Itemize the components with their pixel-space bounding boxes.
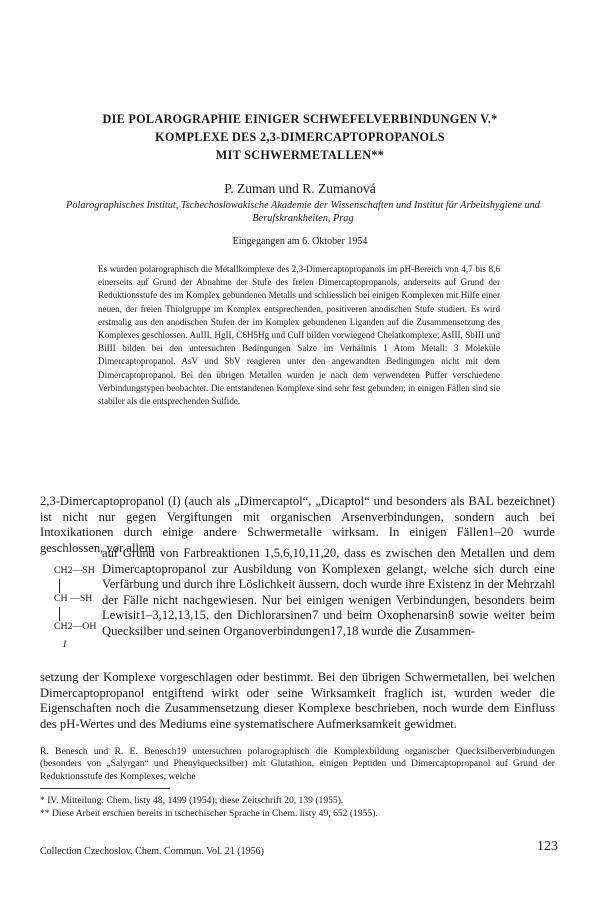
abstract: Es wurden polarographisch die Metallkomplexe des 2,3-Dimercaptopropanols im pH-Bereich von 4,7 bis 8,6 einerseits auf Grund der Abnahme der Stufe des freien Dimercaptopropanols, anderseits auf Grund der Reduktionsstufe des im Komplex gebundenen Metalls und schliesslich bei einigen Komplexen mit Hilfe einer neuen, der freien Thiolgruppe im Komplex entsprechenden, positiveren anodischen Stufe studiert. Es wird erstmalig aus den anodischen Stufen der im Komplex gebundenen Liganden auf die Zusammensetzung des Komplexes geschlossen. AuIII, HgII, C6H5Hg und CuII bilden vorwiegend Chelatkomplexe; AsIII, SbIII und BiIII bilden bei den untersuchten Bedingungen Salze im Verhältnis 1 Atom Metall: 3 Moleküle Dimercaptopropanol. AsV und SbV reagieren unter den angewandten Bedingungen nicht mit dem Dimercaptopropanol. Bei den übrigen Metallen wurden je nach dem verwendeten Puffer verschiedene Verbindungstypen beobachtet. Die entstandenen Komplexe sind sehr fest gebunden; in einigen Fällen sind sie stabiler als die entsprechenden Sulfide.	[98, 264, 500, 407]
received-date: Eingegangen am 6. Oktober 1954	[232, 236, 368, 247]
footnote-2: ** Diese Arbeit erschien bereits in tschechischer Sprache in Chem. listy 49, 652 (1955).	[40, 808, 378, 819]
footnote-rule	[40, 788, 170, 789]
body-paragraph-1: 2,3-Dimercaptopropanol (I) (auch als „Dimercaptol“, „Dicaptol“ und besonders als BAL bezeichnet) ist nicht nur gegen Vergiftungen mit organischen Arsenverbindungen, sondern auch bei Intoxikationen durch einige andere Schwermetalle wirksam. In einigen Fällen1–20 wurde geschlossen, vor allem	[40, 494, 555, 555]
formula-line-1: CH2—SH	[54, 565, 95, 576]
title-line-3: MIT SCHWERMETALLEN**	[215, 148, 385, 162]
body-paragraph-3: setzung der Komplexe vorgeschlagen oder bestimmt. Bei den übrigen Schwermetallen, bei welchen Dimercaptopropanol entgiftend wirkt oder seine Wirksamkeit fraglich ist, wurden weder die Eigenschaften noch die Zusammensetzung dieser Komplexe beschrieben, noch wurde dem Einfluss des pH-Wertes und des Mediums eine systematischere Aufmerksamkeit gewidmet.	[40, 670, 555, 731]
formula-label: I	[63, 639, 67, 650]
formula-line-2: CH —SH	[54, 593, 93, 604]
journal-footer: Collection Czechoslov. Chem. Commun. Vol. 21 (1956)	[40, 846, 264, 857]
page-number: 123	[537, 839, 558, 854]
formula-line-3: CH2—OH	[54, 621, 97, 632]
formula-bond-2	[59, 607, 60, 621]
structural-formula	[50, 565, 96, 655]
formula-bond-1	[59, 579, 60, 593]
title-line-1: DIE POLAROGRAPHIE EINIGER SCHWEFELVERBINDUNGEN V.*	[102, 112, 498, 126]
authors: P. Zuman und R. Zumanová	[224, 181, 376, 196]
affiliation: Polarographisches Institut, Tschechoslowakische Akademie der Wissenschaften und Institut für Arbeitshygiene und Berufskrankheiten, Prag	[66, 200, 540, 224]
title-line-2: KOMPLEXE DES 2,3-DIMERCAPTOPROPANOLS	[155, 130, 445, 144]
small-print-paragraph: R. Benesch und R. E. Benesch19 untersuchten polarographisch die Komplexbildung organischer Quecksilberverbindungen (besonders von „Salyrgan“ und Phenylquecksilber) mit Glutathion, einigen Peptiden und Dimercaptopropanol auf Grund der Reduktionsstufe des Komplexes, welche	[40, 746, 555, 782]
footnote-1: * IV. Mitteilung: Chem. listy 48, 1499 (1954); diese Zeitschrift 20, 139 (1955).	[40, 795, 344, 806]
body-paragraph-2: auf Grund von Farbreaktionen 1,5,6,10,11,20, dass es zwischen den Metallen und dem Dimercaptopropanol zur Ausbildung von Komplexen gelangt, welche sich durch eine Verfärbung und durch ihre Löslichkeit äussern, doch wurde ihre Existenz in der Mehrzahl der Fälle nicht nachgewiesen. Nur bei einigen wenigen Verbindungen, besonders beim Lewisit1–3,12,13,15, den Dichlorarsinen7 und beim Oxophenarsin8 sowie weiter beim Quecksilber und seinen Organoverbindungen17,18 wurde die Zusammen-	[102, 546, 555, 638]
